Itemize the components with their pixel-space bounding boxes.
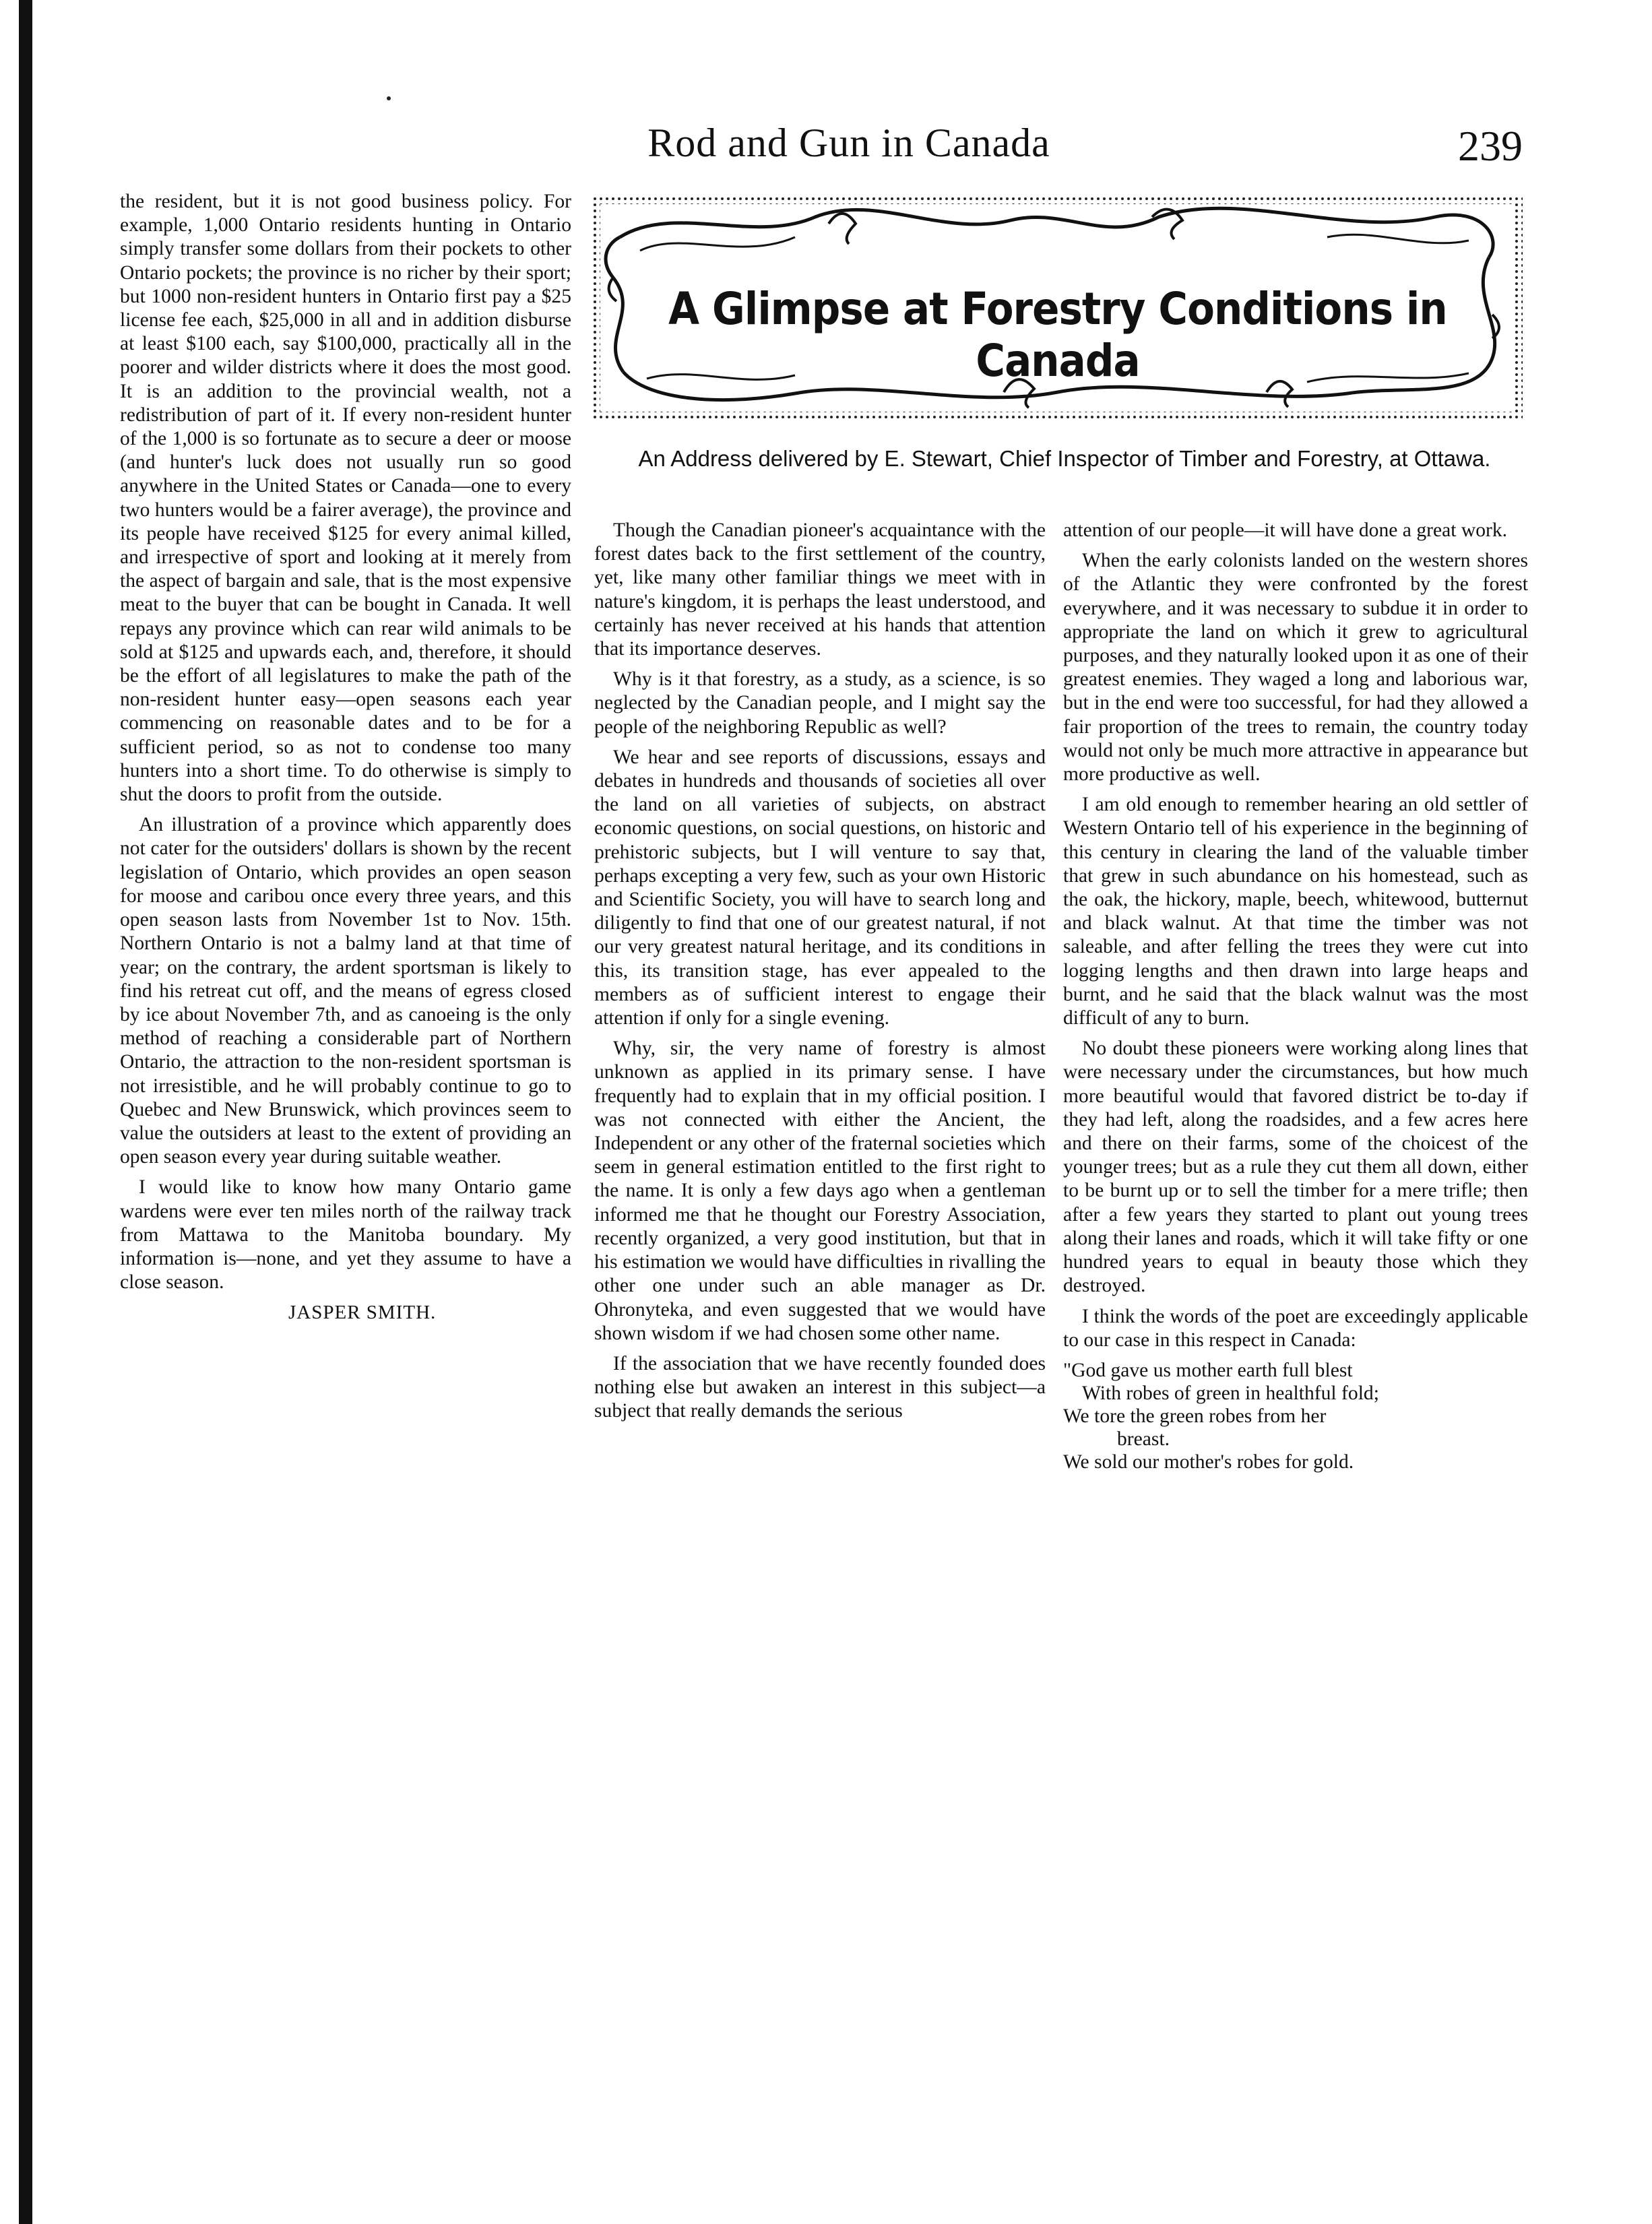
paragraph: the resident, but it is not good business policy. For example, 1,000 Ontario residents hunting in Ontario simply transfer some dollars from their pockets to other Ontario pockets; the province is no richer by their sport; but 1000 non-resident hunters in Ontario first pay a $25 license fee each, $25,000 in all and in addition disburse at least $100 each, say $100,000, practically all in the poorer and wilder districts where it does the most good. It is an addition to the provincial wealth, not a redistribution of part of it. If every non-resident hunter of the 1,000 is so fortunate as to secure a deer or moose (and hunter's luck does not usually run so good anywhere in the United States or Canada—one to every two hunters would be a fairer average), the province and its people have received $125 for every animal killed, and irrespective of sport and looking at it merely from the aspect of bargain and sale, that is the most expensive meat to the buyer that can be bought in Canada. It well repays any province which can rear wild animals to be sold at $125 and upwards each, and, therefore, it should be the effort of all legislatures to make the path of the non-resident hunter easy—open seasons each year commencing on reasonable dates and to be for a sufficient period, so as not to condense too many hunters into a short time. To do otherwise is simply to shut the doors to profit from the outside. [120,191,571,806]
paragraph: Why is it that forestry, as a study, as a science, is so neglected by the Canadian people, and I might say the people of the neighboring Republic as well? [594,668,1046,738]
paragraph: I am old enough to remember hearing an old settler of Western Ontario tell of his experience in the beginning of this century in clearing the land of the valuable timber that grew in such abundance on his homestead, such as the oak, the hickory, maple, beech, whitewood, butternut and black walnut. At that time the timber was not saleable, and after felling the trees they were cut into logging lengths and then drawn into large heaps and burnt, and he said that the black walnut was the most difficult of any to burn. [1063,794,1528,1029]
article-title: A Glimpse at Forestry Conditions in Canada [668,283,1447,387]
left-column [120,190,571,1325]
ink-speck [387,96,391,100]
title-banner [593,197,1523,419]
paragraph: When the early colonists landed on the western shores of the Atlantic they were confronted by the forest everywhere, and it was necessary to subdue it in order to appropriate the land on which it grew to agricultural purposes, and they naturally looked upon it as one of their greatest enemies. They waged a long and laborious war, but in the end were too successful, for had they allowed a fair proportion of the trees to remain, the country today would not only be much more attractive in appearance but more productive as well. [1063,550,1528,786]
paragraph: We hear and see reports of discussions, essays and debates in hundreds and thousands of societies all over the land on all varieties of subjects, on abstract economic questions, on social questions, on historic and prehistoric subjects, but I will venture to say that, perhaps excepting a very few, such as your own Historic and Scientific Society, you will have to search long and diligently to find that one of our greatest natural, if not our very greatest natural heritage, and its conditions in this, its transition stage, has ever appealed to the members as of sufficient interest to engage their attention if only for a single evening. [594,746,1046,1029]
middle-column [594,519,1046,1430]
poem-line: We sold our mother's robes for gold. [1063,1451,1354,1473]
paragraph: I think the words of the poet are exceedingly applicable to our case in this respect in Canada: [1063,1305,1528,1351]
article-subtitle: An Address delivered by E. Stewart, Chief Inspector of Timber and Forestry, at Ottawa. [638,446,1491,471]
poem-line: We tore the green robes from her [1063,1405,1327,1427]
running-head: Rod and Gun in Canada [647,121,1050,165]
poem-line: With robes of green in healthful fold; [1082,1382,1379,1404]
paragraph: If the association that we have recently founded does nothing else but awaken an interest in this subject—a subject that really demands the serious [594,1352,1046,1422]
author-signature: JASPER SMITH. [288,1302,437,1324]
paragraph: I would like to know how many Ontario game wardens were ever ten miles north of the railway track from Mattawa to the Manitoba boundary. My information is—none, and yet they assume to have a close season. [120,1176,571,1294]
poem-line: breast. [1117,1428,1170,1450]
paragraph: Why, sir, the very name of forestry is almost unknown as applied in its primary sense. I have frequently had to explain that in my official position. I was not connected with either the Ancient, the Independent or any other of the fraternal societies which seem in general estimation entitled to the first right to the name. It is only a few days ago when a gentleman informed me that he thought our Forestry Association, recently organized, a very good institution, but that in his estimation we would have difficulties in rivalling the other one under such an able manager as Dr. Ohronyteka, and even suggested that we would have shown wisdom if we had chosen some other name. [594,1038,1046,1344]
poem-line: "God gave us mother earth full blest [1063,1359,1353,1381]
paragraph: No doubt these pioneers were working along lines that were necessary under the circumstances, but how much more beautiful would that favored district be to-day if they had left, along the roadsides, and a few acres here and there on their farms, some of the choicest of the younger trees; but as a rule they cut them all down, either to be burnt up or to sell the timber for a mere trifle; then after a few years they started to plant out young trees along their lanes and roads, which it will take fifty or one hundred years to equal in beauty those which they destroyed. [1063,1038,1528,1297]
right-column [1063,519,1528,1473]
poem-quote [1063,1359,1528,1473]
paragraph: Though the Canadian pioneer's acquaintance with the forest dates back to the first settlement of the country, yet, like many other familiar things we meet with in nature's kingdom, it is perhaps the least understood, and certainly has never received at his hands that attention that its importance deserves. [594,519,1046,660]
page-edge-bar [19,0,32,2224]
page-number: 239 [1458,122,1523,170]
paragraph: attention of our people—it will have done a great work. [1063,519,1508,541]
paragraph: An illustration of a province which apparently does not cater for the outsiders' dollars is shown by the recent legislation of Ontario, which provides an open season for moose and caribou once every three years, and this open season lasts from November 1st to Nov. 15th. Northern Ontario is not a balmy land at that time of year; on the contrary, the ardent sportsman is likely to find his retreat cut off, and the means of egress closed by ice about November 7th, and as canoeing is the only method of reaching a considerable part of Northern Ontario, the attraction to the non-resident sportsman is not irresistible, and he will probably continue to go to Quebec and New Brunswick, which provinces seem to value the outsiders at least to the extent of providing an open season every year during suitable weather. [120,814,571,1168]
